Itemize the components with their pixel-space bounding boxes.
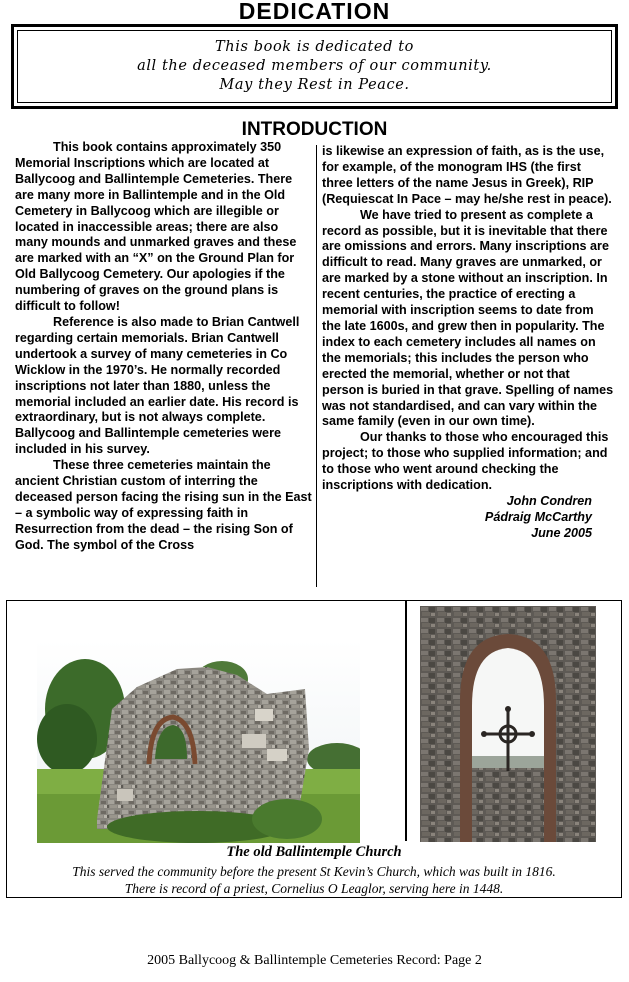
page-footer: 2005 Ballycoog & Ballintemple Cemeteries Record: Page 2 bbox=[147, 953, 482, 968]
intro-paragraph: This book contains approximately 350 Memorial Inscriptions which are located at Ballycoog and Ballintemple Cemeteries. There are many more in Ballintemple and in the Old Cemetery in Ballycoog which are illegible or located in inaccessible areas; there are also many mounds and unmarked graves and these are marked with an “X” on the Ground Plan for Old Ballycoog Cemetery. Our apologies if the numbering of graves on the ground plans is difficult to follow! bbox=[15, 140, 297, 314]
dedication-line: This book is dedicated to bbox=[215, 39, 414, 55]
dedication-heading: DEDICATION bbox=[238, 0, 391, 24]
dedication-line: all the deceased members of our community. bbox=[137, 58, 492, 74]
intro-paragraph-continuation: is likewise an expression of faith, as is the use, for example, of the monogram IHS (the first three letters of the name Jesus in Greek), RIP (Requiescat In Pace – may he/she rest in peace). bbox=[322, 144, 612, 206]
introduction-left-column bbox=[15, 140, 313, 586]
signature-date: June 2005 bbox=[531, 525, 592, 540]
dedication-inner-frame bbox=[17, 30, 612, 103]
column-divider bbox=[316, 145, 317, 587]
photo-divider bbox=[405, 601, 407, 841]
intro-paragraph: We have tried to present as complete a record as possible, but it is inevitable that there are omissions and errors. Many inscriptions are difficult to read. Many graves are unmarked, or are marked by a stone without an inscription. In recent centuries, the practice of erecting a memorial with inscription seems to date from the late 1600s, and grew then in popularity. The index to each cemetery includes all names on the memorials; this includes the person who erected the memorial, whether or not that person is buried in that grave. Spelling of names was not standardised, and can vary within the same family (even in our own time). bbox=[322, 207, 614, 429]
intro-paragraph: Reference is also made to Brian Cantwell regarding certain memorials. Brian Cantwell undertook a survey of many cemeteries in Co Wicklow in the 1970’s. He normally recorded inscriptions not later than 1880, unless the memorial included an earlier date. His record is extraordinary, but is not always complete. Ballycoog and Ballintemple cemeteries were included in his survey. bbox=[15, 314, 300, 457]
signature-name: John Condren bbox=[506, 493, 592, 508]
signature-name: Pádraig McCarthy bbox=[484, 509, 592, 524]
dedication-line: May they Rest in Peace. bbox=[219, 77, 410, 93]
arched-window-photo bbox=[420, 606, 596, 842]
intro-paragraph: These three cemeteries maintain the ancient Christian custom of interring the deceased person facing the rising sun in the East – a symbolic way of expressing faith in Resurrection from the dead – the rising Son of God. The symbol of the Cross bbox=[15, 458, 312, 552]
dedication-box bbox=[11, 24, 618, 109]
introduction-heading: INTRODUCTION bbox=[241, 119, 388, 140]
photo-caption-line: This served the community before the present St Kevin’s Church, which was built in 1816. bbox=[72, 864, 556, 879]
photo-caption-title: The old Ballintemple Church bbox=[226, 844, 402, 860]
photo-panel bbox=[6, 600, 622, 898]
church-ruin-photo bbox=[37, 639, 360, 843]
intro-paragraph: Our thanks to those who encouraged this project; to those who supplied information; and to those who went around checking the inscriptions with dedication. bbox=[322, 430, 609, 493]
photo-caption-line: There is record of a priest, Cornelius O Leaglor, serving here in 1448. bbox=[124, 881, 504, 896]
introduction-right-column bbox=[322, 144, 614, 542]
photo-caption bbox=[7, 863, 621, 897]
